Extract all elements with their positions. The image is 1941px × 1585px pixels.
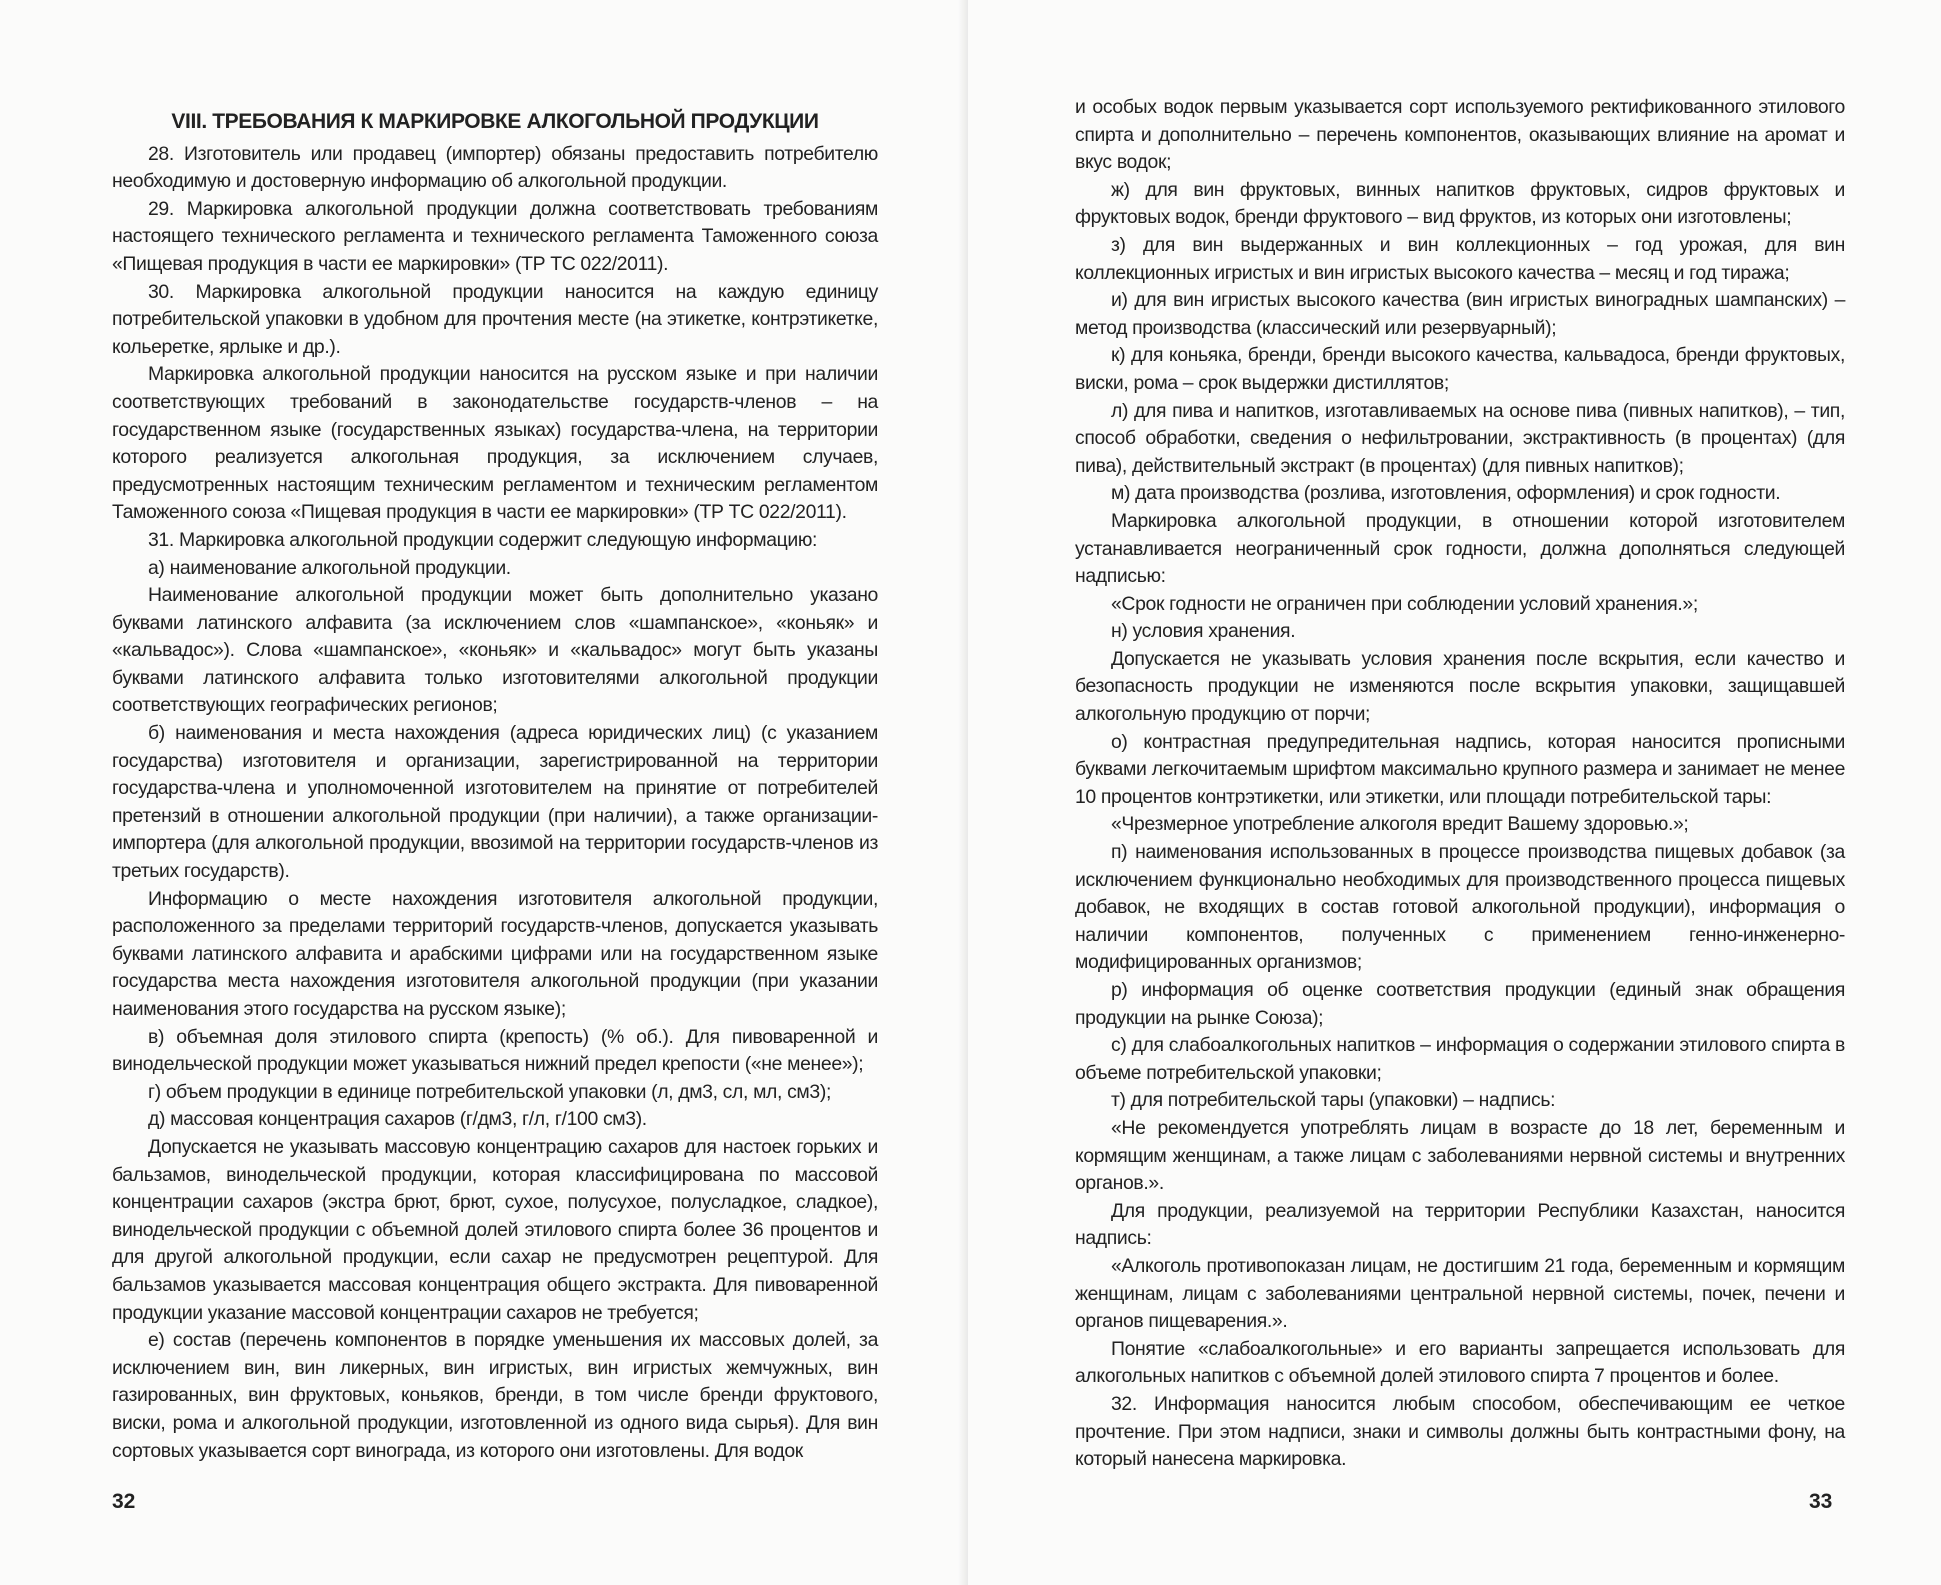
paragraph: Наименование алкогольной продукции может быть дополнительно указано буквами латинского алфавита (за исключением слов «шампанское», «коньяк» и «кальвадос»). Слова «шампанское», «коньяк» и «кальвадос» могут быть указаны буквами латинского алфавита только изготовителями алкогольной продукции соответствующих географических регионов;: [112, 584, 878, 717]
right-text-column: [1075, 94, 1845, 1474]
paragraph: 30. Маркировка алкогольной продукции наносится на каждую единицу потребительской упаковки в удобном для прочтения месте (на этикетке, контрэтикетке, кольеретке, ярлыке и др.).: [112, 280, 878, 358]
paragraph: 32. Информация наносится любым способом, обеспечивающим ее четкое прочтение. При этом надписи, знаки и символы должны быть контрастными фону, на который нанесена маркировка.: [1075, 1392, 1845, 1471]
paragraph: з) для вин выдержанных и вин коллекционных – год урожая, для вин коллекционных игристых и вин игристых высокого качества – месяц и год тиража;: [1075, 233, 1845, 284]
paragraph: г) объем продукции в единице потребительской упаковки (л, дм3, сл, мл, см3);: [148, 1080, 831, 1103]
paragraph: «Чрезмерное употребление алкоголя вредит Вашему здоровью.»;: [1111, 813, 1689, 836]
paragraph: «Не рекомендуется употреблять лицам в возрасте до 18 лет, беременным и кормящим женщинам, а также лицам с заболеваниями нервной системы и внутренних органов.».: [1075, 1116, 1845, 1195]
paragraph: к) для коньяка, бренди, бренди высокого качества, кальвадоса, бренди фруктовых, виски, рома – срок выдержки дистиллятов;: [1075, 344, 1845, 394]
paragraph: Допускается не указывать массовую концентрацию сахаров для настоек горьких и бальзамов, винодельческой продукции, которая классифицирована по массовой концентрации сахаров (экстра брют, брют, сухое, полусухое, полусладкое, сладкое), винодельческой продукции с объемной долей этилового спирта более 36 процентов и для другой алкогольной продукции, если сахар не предусмотрен рецептурой. Для бальзамов указывается массовая концентрация общего экстракта. Для пивоваренной продукции указание массовой концентрации сахаров не требуется;: [112, 1135, 878, 1324]
paragraph: Допускается не указывать условия хранения после вскрытия, если качество и безопасность продукции не изменяются после вскрытия упаковки, защищавшей алкогольную продукцию от порчи;: [1075, 647, 1845, 726]
paragraph: т) для потребительской тары (упаковки) – надпись:: [1111, 1089, 1556, 1112]
paragraph: Маркировка алкогольной продукции, в отношении которой изготовителем устанавливается неограниченный срок годности, должна дополняться следующей надписью:: [1075, 509, 1845, 588]
paragraph: Понятие «слабоалкогольные» и его варианты запрещается использовать для алкогольных напитков с объемной долей этилового спирта 7 процентов и более.: [1075, 1337, 1845, 1388]
paragraph: о) контрастная предупредительная надпись, которая наносится прописными буквами легкочитаемым шрифтом максимально крупного размера и занимает не менее 10 процентов контрэтикетки, или этикетки, или площади потребительской тары:: [1075, 730, 1845, 808]
paragraph: р) информация об оценке соответствия продукции (единый знак обращения продукции на рынке Союза);: [1075, 979, 1845, 1029]
right-page: [968, 0, 1941, 1585]
paragraph: Информацию о месте нахождения изготовителя алкогольной продукции, расположенного за пределами территорий государств-членов, допускается указывать буквами латинского алфавита и арабскими цифрами или на государственном языке государства места нахождения изготовителя алкогольной продукции (при указании наименования этого государства на русском языке);: [112, 887, 878, 1020]
paragraph: 31. Маркировка алкогольной продукции содержит следующую информацию:: [148, 528, 818, 551]
paragraph: «Срок годности не ограничен при соблюдении условий хранения.»;: [1111, 592, 1698, 615]
paragraph: Маркировка алкогольной продукции наносится на русском языке и при наличии соответствующих требований в законодательстве государств-членов – на государственном языке (государственных языках) государства-члена, на территории которого реализуется алкогольная продукция, за исключением случаев, предусмотренных настоящим техническим регламентом и техническим регламентом Таможенного союза «Пищевая продукция в части ее маркировки» (ТР ТС 022/2011).: [112, 363, 878, 524]
paragraph: ж) для вин фруктовых, винных напитков фруктовых, сидров фруктовых и фруктовых водок, бренди фруктового – вид фруктов, из которых они изготовлены;: [1075, 178, 1845, 229]
paragraph: а) наименование алкогольной продукции.: [148, 556, 511, 579]
paragraph: и) для вин игристых высокого качества (вин игристых виноградных шампанских) – метод производства (классический или резервуарный);: [1075, 289, 1845, 339]
paragraph: «Алкоголь противопоказан лицам, не достигшим 21 года, беременным и кормящим женщинам, лицам с заболеваниями центральной нервной системы, почек, печени и органов пищеварения.».: [1075, 1254, 1845, 1333]
continued-paragraph: и особых водок первым указывается сорт используемого ректификованного этилового спирта и дополнительно – перечень компонентов, оказывающих влияние на аромат и вкус водок;: [1075, 96, 1845, 174]
paragraph: л) для пива и напитков, изготавливаемых на основе пива (пивных напитков), – тип, способ обработки, сведения о нефильтровании, экстрактивность (в процентах) (для пива), действительный экстракт (в процентах) (для пивных напитков);: [1075, 399, 1845, 477]
section-heading: VIII. ТРЕБОВАНИЯ К МАРКИРОВКЕ АЛКОГОЛЬНОЙ ПРОДУКЦИИ: [171, 110, 819, 133]
paragraph: 28. Изготовитель или продавец (импортер) обязаны предоставить потребителю необходимую и достоверную информацию об алкогольной продукции.: [112, 142, 878, 193]
page-number: 32: [112, 1490, 136, 1513]
left-page: [0, 0, 968, 1585]
paragraph: Для продукции, реализуемой на территории Республики Казахстан, наносится надпись:: [1075, 1199, 1845, 1250]
paragraph: д) массовая концентрация сахаров (г/дм3, г/л, г/100 см3).: [148, 1108, 647, 1131]
paragraph: е) состав (перечень компонентов в порядке уменьшения их массовых долей, за исключением вин, вин ликерных, вин игристых, вин игристых жемчужных, вин газированных, вин фруктовых, коньяков, бренди, в том числе бренди фруктового, виски, рома и алкогольной продукции, изготовленной из одного вида сырья). Для вин сортовых указывается сорт винограда, из которого они изготовлены. Для водок: [112, 1329, 878, 1462]
paragraph: н) условия хранения.: [1111, 620, 1296, 643]
left-text-column: [112, 108, 878, 1465]
paragraph: в) объемная доля этилового спирта (крепость) (% об.). Для пивоваренной и винодельческой продукции может указываться нижний предел крепости («не менее»);: [112, 1025, 878, 1076]
paragraph: с) для слабоалкогольных напитков – информация о содержании этилового спирта в объеме потребительской упаковки;: [1075, 1034, 1845, 1084]
page-number: 33: [1809, 1490, 1833, 1513]
paragraph: б) наименования и места нахождения (адреса юридических лиц) (с указанием государства) изготовителя и организации, зарегистрированной на территории государства-члена и уполномоченной изготовителем на принятие от потребителей претензий в отношении алкогольной продукции (при наличии), а также организации-импортера (для алкогольной продукции, ввозимой на территории государств-членов из третьих государств).: [112, 722, 878, 883]
paragraph: м) дата производства (розлива, изготовления, оформления) и срок годности.: [1111, 482, 1781, 505]
paragraph: 29. Маркировка алкогольной продукции должна соответствовать требованиям настоящего технического регламента и технического регламента Таможенного союза «Пищевая продукция в части ее маркировки» (ТР ТС 022/2011).: [112, 197, 878, 275]
paragraph: п) наименования использованных в процессе производства пищевых добавок (за исключением функционально необходимых для производственного процесса пищевых добавок, не входящих в состав готовой алкогольной продукции), информация о наличии компонентов, полученных с применением генно-инженерно-модифицированных организмов;: [1075, 841, 1845, 974]
